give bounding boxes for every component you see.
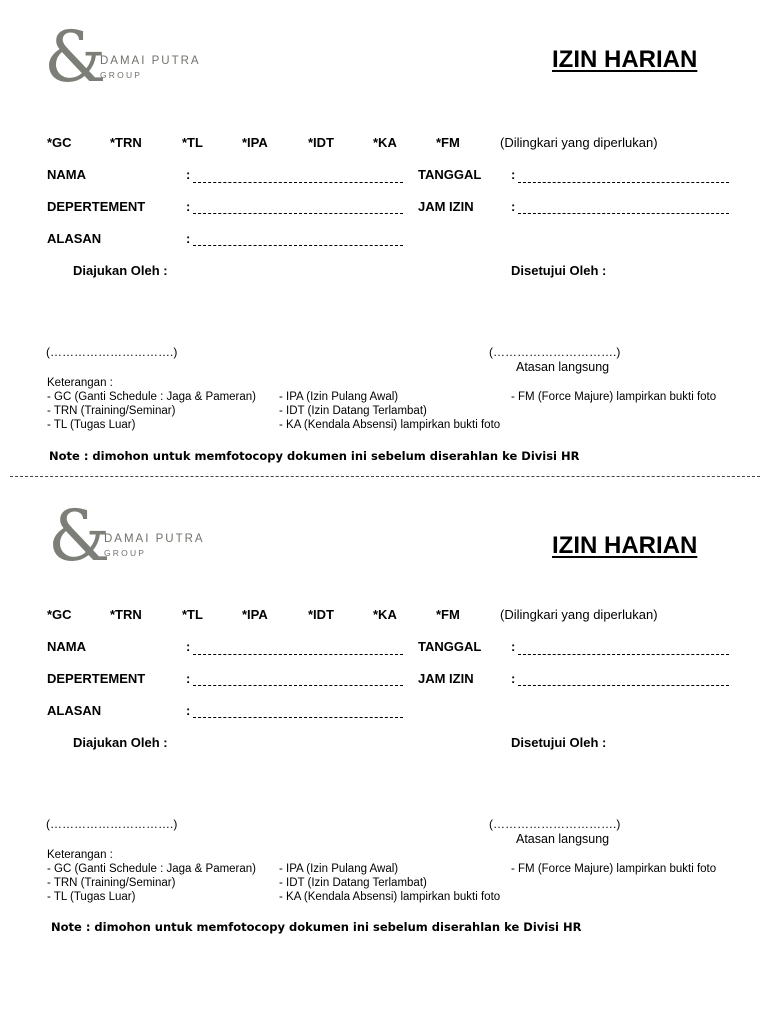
departement-field[interactable]	[193, 685, 403, 686]
nama-field[interactable]	[193, 182, 403, 183]
code-idt[interactable]: *IDT	[308, 135, 334, 150]
tanggal-label: TANGGAL	[418, 167, 482, 182]
code-fm[interactable]: *FM	[436, 135, 460, 150]
keterangan-trn: - TRN (Training/Seminar)	[47, 405, 176, 417]
code-ipa[interactable]: *IPA	[242, 607, 268, 622]
keterangan-gc: - GC (Ganti Schedule : Jaga & Pameran)	[47, 863, 257, 875]
tanggal-field[interactable]	[518, 182, 729, 183]
alasan-label: ALASAN	[47, 703, 102, 718]
diajukan-oleh-label: Diajukan Oleh :	[73, 735, 168, 750]
jam-izin-label: JAM IZIN	[418, 671, 474, 686]
izin-form-bottom	[0, 472, 768, 944]
form-title: IZIN HARIAN	[552, 532, 698, 559]
ampersand-logo-icon: &	[48, 495, 111, 577]
nama-label: NAMA	[47, 639, 86, 654]
diajukan-oleh-label: Diajukan Oleh :	[73, 263, 168, 278]
keterangan-tl: - TL (Tugas Luar)	[47, 419, 136, 431]
keterangan-ipa: - IPA (Izin Pulang Awal)	[279, 863, 399, 875]
departement-label: DEPERTEMENT	[47, 199, 146, 214]
alasan-field[interactable]	[193, 245, 403, 246]
keterangan-trn: - TRN (Training/Seminar)	[47, 877, 176, 889]
keterangan-idt: - IDT (Izin Datang Terlambat)	[279, 405, 427, 417]
codes-instruction: (Dilingkari yang diperlukan)	[500, 135, 658, 150]
jam-izin-colon: :	[511, 671, 516, 686]
keterangan-fm: - FM (Force Majure) lampirkan bukti foto	[511, 863, 717, 875]
form-title: IZIN HARIAN	[552, 46, 698, 73]
code-trn[interactable]: *TRN	[110, 607, 142, 622]
company-logo	[44, 16, 214, 98]
code-tl[interactable]: *TL	[182, 607, 203, 622]
alasan-colon: :	[186, 231, 191, 246]
keterangan-gc: - GC (Ganti Schedule : Jaga & Pameran)	[47, 391, 257, 403]
code-idt[interactable]: *IDT	[308, 607, 334, 622]
keterangan-heading: Keterangan :	[47, 377, 113, 389]
photocopy-note: Note : dimohon untuk memfotocopy dokumen ini sebelum diserahlan ke Divisi HR	[49, 449, 580, 463]
departement-field[interactable]	[193, 213, 403, 214]
keterangan-ka: - KA (Kendala Absensi) lampirkan bukti foto	[279, 419, 501, 431]
keterangan-idt: - IDT (Izin Datang Terlambat)	[279, 877, 427, 889]
izin-form-top	[0, 0, 768, 472]
nama-colon: :	[186, 167, 191, 182]
code-trn[interactable]: *TRN	[110, 135, 142, 150]
alasan-colon: :	[186, 703, 191, 718]
code-ka[interactable]: *KA	[373, 607, 397, 622]
alasan-field[interactable]	[193, 717, 403, 718]
departement-label: DEPERTEMENT	[47, 671, 146, 686]
jam-izin-field[interactable]	[518, 213, 729, 214]
jam-izin-colon: :	[511, 199, 516, 214]
logo-group-text: GROUP	[100, 70, 143, 80]
logo-company-name: DAMAI PUTRA	[100, 55, 201, 67]
nama-field[interactable]	[193, 654, 403, 655]
keterangan-heading: Keterangan :	[47, 849, 113, 861]
code-fm[interactable]: *FM	[436, 607, 460, 622]
code-gc[interactable]: *GC	[47, 135, 72, 150]
keterangan-tl: - TL (Tugas Luar)	[47, 891, 136, 903]
tanggal-colon: :	[511, 167, 516, 182]
tanggal-colon: :	[511, 639, 516, 654]
signature-right[interactable]: (………………………….)	[489, 817, 621, 831]
ampersand-logo-icon: &	[44, 16, 107, 98]
departement-colon: :	[186, 199, 191, 214]
code-ipa[interactable]: *IPA	[242, 135, 268, 150]
keterangan-fm: - FM (Force Majure) lampirkan bukti foto	[511, 391, 717, 403]
signature-left[interactable]: (………………………….)	[46, 817, 178, 831]
signature-left[interactable]: (………………………….)	[46, 345, 178, 359]
jam-izin-label: JAM IZIN	[418, 199, 474, 214]
disetujui-oleh-label: Disetujui Oleh :	[511, 263, 607, 278]
atasan-langsung-label: Atasan langsung	[516, 360, 610, 374]
disetujui-oleh-label: Disetujui Oleh :	[511, 735, 607, 750]
tanggal-label: TANGGAL	[418, 639, 482, 654]
logo-group-text: GROUP	[104, 548, 147, 558]
codes-instruction: (Dilingkari yang diperlukan)	[500, 607, 658, 622]
keterangan-ipa: - IPA (Izin Pulang Awal)	[279, 391, 399, 403]
tanggal-field[interactable]	[518, 654, 729, 655]
nama-colon: :	[186, 639, 191, 654]
company-logo	[48, 495, 218, 577]
code-ka[interactable]: *KA	[373, 135, 397, 150]
atasan-langsung-label: Atasan langsung	[516, 832, 610, 846]
logo-company-name: DAMAI PUTRA	[104, 533, 205, 545]
photocopy-note: Note : dimohon untuk memfotocopy dokumen ini sebelum diserahlan ke Divisi HR	[51, 920, 582, 934]
alasan-label: ALASAN	[47, 231, 102, 246]
keterangan-ka: - KA (Kendala Absensi) lampirkan bukti foto	[279, 891, 501, 903]
jam-izin-field[interactable]	[518, 685, 729, 686]
code-tl[interactable]: *TL	[182, 135, 203, 150]
departement-colon: :	[186, 671, 191, 686]
nama-label: NAMA	[47, 167, 86, 182]
signature-right[interactable]: (………………………….)	[489, 345, 621, 359]
code-gc[interactable]: *GC	[47, 607, 72, 622]
